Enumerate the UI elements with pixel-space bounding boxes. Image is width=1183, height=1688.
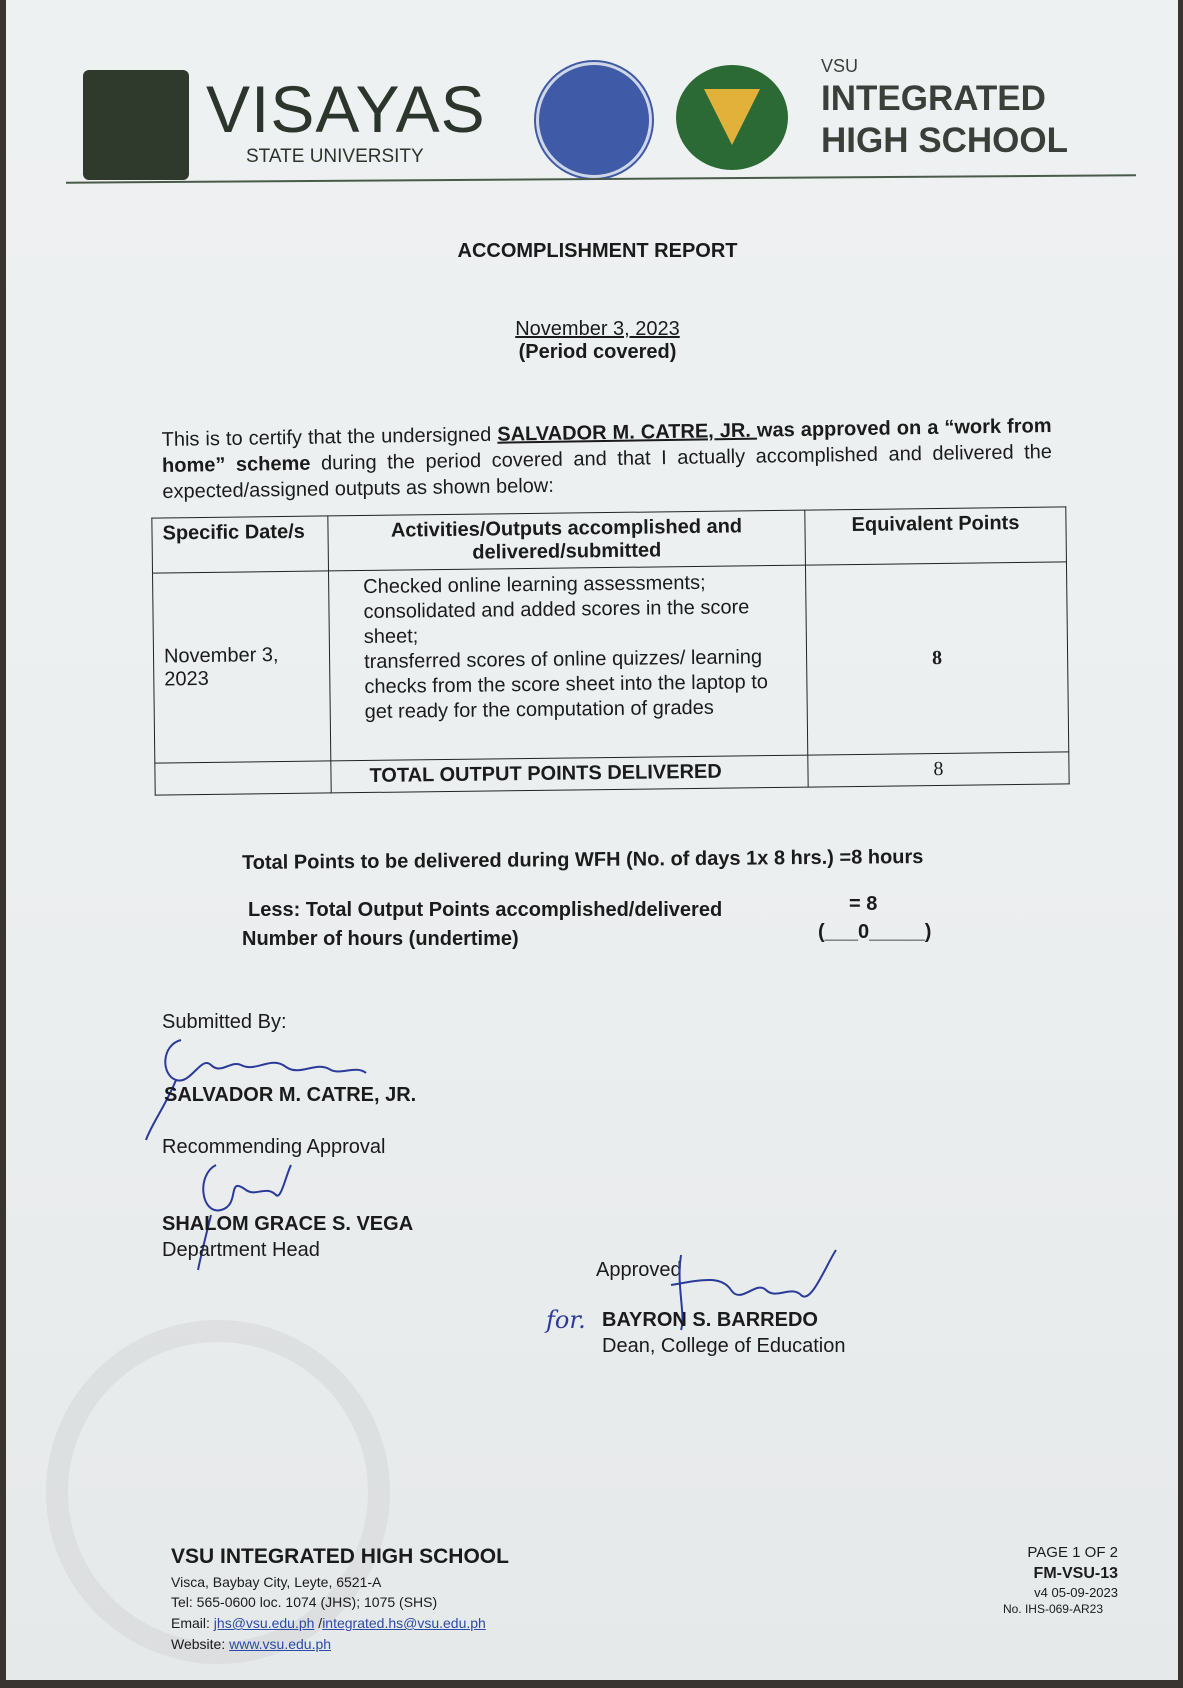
recommending-title: Department Head (162, 1239, 320, 1261)
submitted-label: Submitted By: (162, 1011, 287, 1033)
activity-item: consolidated and added scores in the score sheet; (363, 596, 750, 649)
form-code: FM-VSU-13 (1033, 1565, 1118, 1582)
row-date: November 3, 2023 (153, 571, 331, 763)
ihs-seal-icon (676, 65, 788, 170)
website-link[interactable]: www.vsu.edu.ph (229, 1636, 332, 1652)
website-label: Website: (171, 1636, 230, 1652)
university-name: VISAYAS (206, 72, 486, 146)
footer-school: VSU INTEGRATED HIGH SCHOOL (171, 1545, 509, 1568)
less-label: Less: Total Output Points accomplished/delivered (248, 899, 723, 921)
approved-label: Approved (596, 1259, 682, 1281)
undertime-label: Number of hours (undertime) (242, 928, 519, 950)
period (6, 318, 1183, 364)
school-name-line2: HIGH SCHOOL (821, 121, 1068, 160)
period-label: (Period covered) (518, 341, 677, 363)
activity-item: transferred scores of online quizzes/ learning checks from the score sheet into the laptop to get ready for the computation of grades (363, 646, 769, 724)
activity-item: Checked online learning assessments; (363, 571, 706, 599)
form-version: v4 05-09-2023 (1034, 1585, 1118, 1600)
recommending-label: Recommending Approval (162, 1136, 386, 1158)
approved-for-prefix: for. (546, 1306, 586, 1334)
report-title: ACCOMPLISHMENT REPORT (457, 240, 738, 262)
total-points-line: Total Points to be delivered during WFH (No. of days 1x 8 hrs.) =8 hours (241, 846, 924, 874)
total-points: 8 (808, 752, 1069, 787)
cert-name: SALVADOR M. CATRE, JR. (497, 419, 758, 446)
watermark-emblem (46, 1320, 390, 1664)
email-label: Email: (171, 1615, 214, 1631)
undertime-value: (___0_____) (818, 921, 932, 943)
cert-scheme: was approved on a “work from home” scheme (161, 415, 1052, 477)
email-link-jhs[interactable]: jhs@vsu.edu.ph (213, 1615, 315, 1631)
school-prefix: VSU (821, 56, 859, 76)
page-number: PAGE 1 OF 2 (1027, 1544, 1118, 1561)
total-empty-cell (155, 761, 331, 795)
document-number: No. IHS-069-AR23 (1002, 1602, 1103, 1616)
period-date: November 3, 2023 (515, 318, 680, 340)
header-activities: Activities/Outputs accomplished and delivered/submitted (328, 510, 806, 571)
cert-post: during the period covered and that I actually accomplished and delivered the expected/assigned outputs as shown below: (162, 441, 1053, 503)
header-points: Equivalent Points (805, 507, 1067, 565)
row-activities (329, 565, 808, 761)
email-link-integrated[interactable]: integrated.hs@vsu.edu.ph (322, 1615, 486, 1631)
vsu-logo (83, 70, 189, 180)
recommending-name: SHALOM GRACE S. VEGA (162, 1213, 414, 1235)
footer-tel: Tel: 565-0600 loc. 1074 (JHS); 1075 (SHS) (171, 1594, 438, 1610)
submitted-name: SALVADOR M. CATRE, JR. (164, 1084, 417, 1106)
certification-text (161, 413, 1052, 505)
school-name-line1: INTEGRATED (821, 79, 1046, 118)
school-name (821, 78, 1068, 162)
accomplishment-table (151, 506, 1069, 795)
header-date: Specific Date/s (152, 516, 329, 573)
university-subtitle: STATE UNIVERSITY (246, 146, 424, 167)
total-label: TOTAL OUTPUT POINTS DELIVERED (331, 755, 808, 793)
row-points: 8 (805, 562, 1068, 755)
document-page (6, 0, 1178, 1680)
footer-address: Visca, Baybay City, Leyte, 6521-A (171, 1574, 382, 1590)
table-row (153, 562, 1069, 763)
cert-pre: This is to certify that the undersigned (161, 423, 498, 451)
footer-email (171, 1615, 486, 1632)
email-separator: / (314, 1615, 323, 1631)
approved-name: BAYRON S. BARREDO (602, 1309, 818, 1331)
less-value: = 8 (849, 893, 878, 915)
torch-seal-icon (536, 62, 652, 178)
approved-title: Dean, College of Education (602, 1335, 846, 1357)
footer-website (171, 1636, 331, 1653)
